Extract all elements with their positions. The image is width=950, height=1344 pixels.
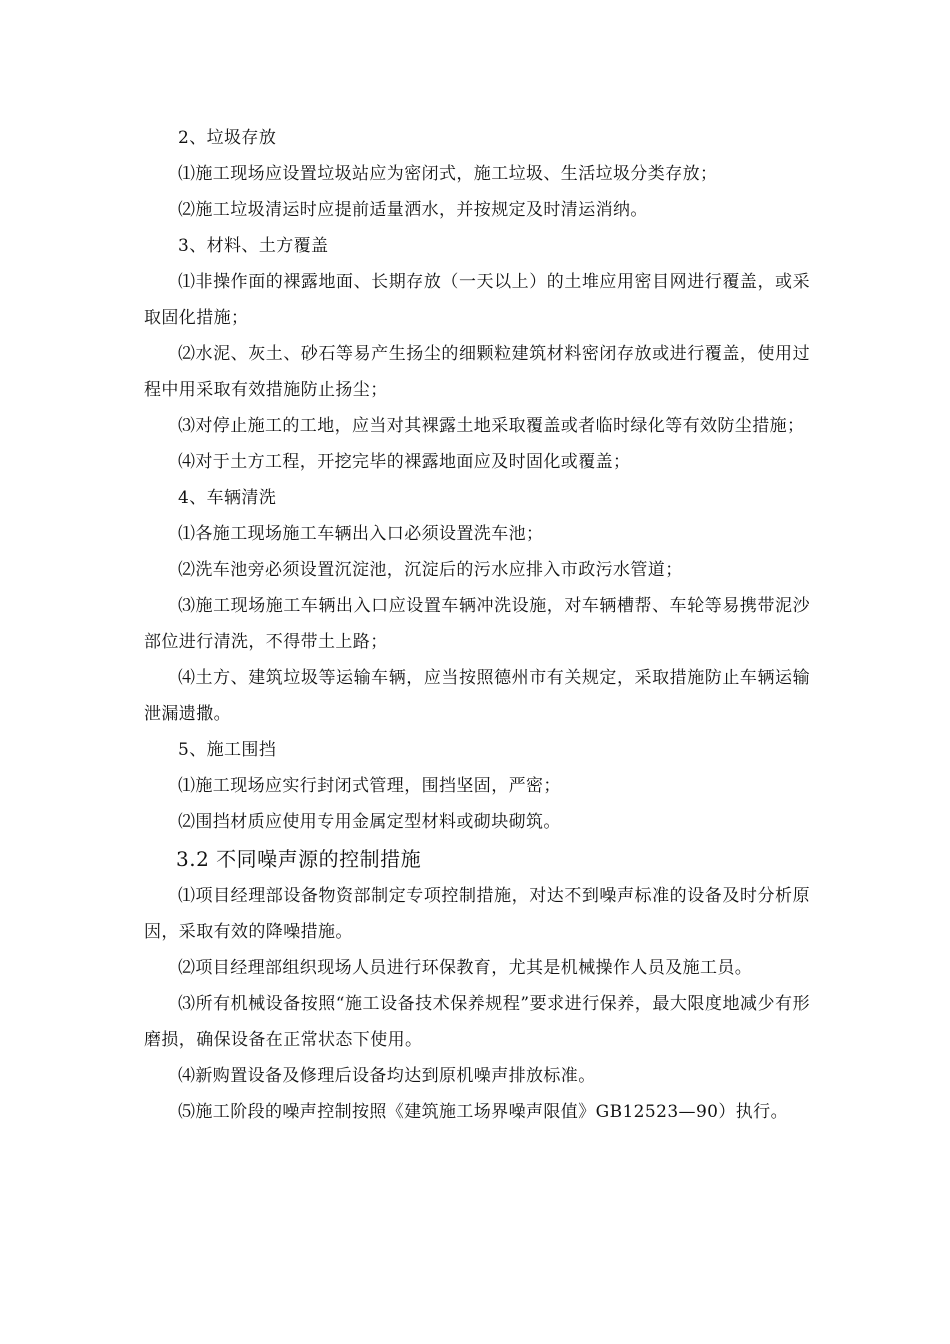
paragraph: ⑶所有机械设备按照“施工设备技术保养规程”要求进行保养，最大限度地减少有形磨损，确保设备在正常状态下使用。 — [144, 994, 810, 1050]
paragraph: ⑴项目经理部设备物资部制定专项控制措施，对达不到噪声标准的设备及时分析原因，采取有效的降噪措施。 — [144, 886, 810, 942]
paragraph: ⑷土方、建筑垃圾等运输车辆，应当按照德州市有关规定，采取措施防止车辆运输泄漏遗撒。 — [144, 668, 810, 724]
paragraph: ⑶施工现场施工车辆出入口应设置车辆冲洗设施，对车辆槽帮、车轮等易携带泥沙部位进行清洗，不得带土上路； — [144, 596, 810, 652]
paragraph: ⑴各施工现场施工车辆出入口必须设置洗车池； — [178, 524, 544, 544]
paragraph: ⑷对于土方工程，开挖完毕的裸露地面应及时固化或覆盖； — [178, 452, 631, 472]
paragraph: ⑵项目经理部组织现场人员进行环保教育，尤其是机械操作人员及施工员。 — [178, 958, 753, 978]
paragraph: ⑵施工垃圾清运时应提前适量洒水，并按规定及时清运消纳。 — [178, 200, 648, 220]
section-heading-construction-enclosure: 5、施工围挡 — [178, 740, 277, 760]
paragraph: ⑵水泥、灰土、砂石等易产生扬尘的细颗粒建筑材料密闭存放或进行覆盖，使用过程中用采取有效措施防止扬尘； — [144, 344, 810, 400]
section-heading-garbage-storage: 2、垃圾存放 — [178, 128, 277, 148]
paragraph: ⑵围挡材质应使用专用金属定型材料或砌块砌筑。 — [178, 812, 561, 832]
section-heading-noise-control: 3.2 不同噪声源的控制措施 — [176, 847, 422, 871]
paragraph: ⑸施工阶段的噪声控制按照《建筑施工场界噪声限值》GB12523—90）执行。 — [178, 1102, 788, 1122]
document-body — [144, 120, 810, 1130]
paragraph: ⑴施工现场应设置垃圾站应为密闭式，施工垃圾、生活垃圾分类存放； — [178, 164, 718, 184]
paragraph: ⑶对停止施工的工地，应当对其裸露土地采取覆盖或者临时绿化等有效防尘措施； — [178, 416, 805, 436]
section-heading-material-covering: 3、材料、土方覆盖 — [178, 236, 329, 256]
paragraph: ⑴施工现场应实行封闭式管理，围挡坚固，严密； — [178, 776, 561, 796]
section-heading-vehicle-cleaning: 4、车辆清洗 — [178, 488, 277, 508]
paragraph: ⑷新购置设备及修理后设备均达到原机噪声排放标准。 — [178, 1066, 596, 1086]
paragraph: ⑴非操作面的裸露地面、长期存放（一天以上）的土堆应用密目网进行覆盖，或采取固化措施； — [144, 272, 810, 328]
paragraph: ⑵洗车池旁必须设置沉淀池，沉淀后的污水应排入市政污水管道； — [178, 560, 683, 580]
